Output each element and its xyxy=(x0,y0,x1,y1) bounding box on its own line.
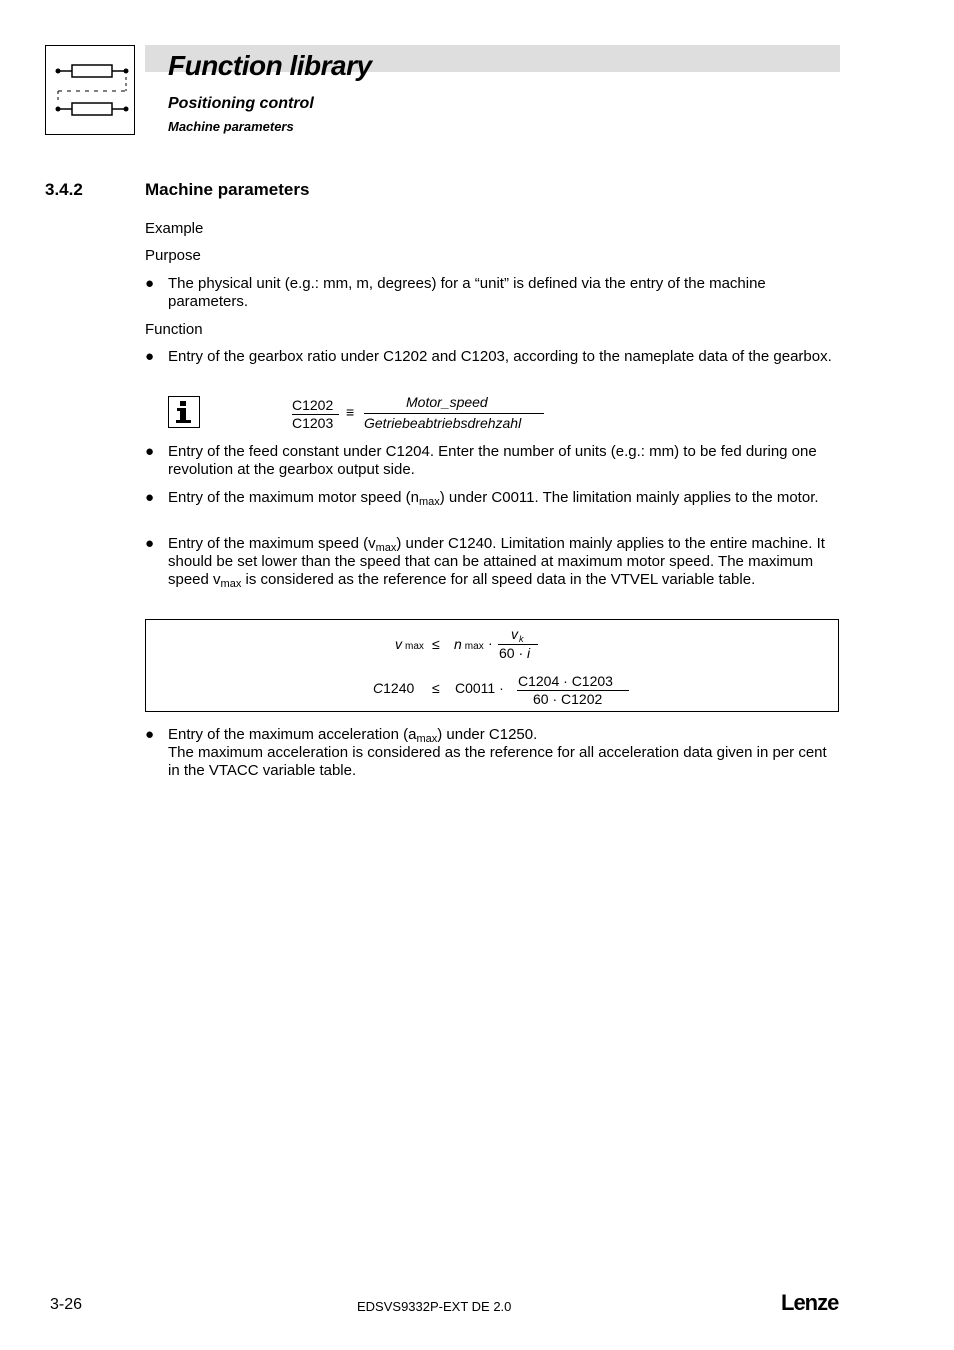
bullet-icon: ● xyxy=(145,535,155,552)
vk-symbol: $v_k$ xyxy=(511,626,524,644)
label-example: Example xyxy=(145,220,204,237)
chapter-subtitle: Positioning control xyxy=(168,95,314,112)
chapter-icon xyxy=(45,45,135,135)
bullet-icon: ● xyxy=(145,489,155,506)
list-item-text: Entry of the gearbox ratio under C1202 and C1203, according to the nameplate data of the gearbox. xyxy=(168,348,832,365)
speed-fraction-denominator: 60 · i xyxy=(499,645,531,661)
c1240-term: C1240 xyxy=(373,680,415,696)
label-purpose: Purpose xyxy=(145,247,201,264)
list-item-text: Entry of the maximum speed $(v_{max})$ under C1240. Limitation mainly applies to the entire machine. It should be set lower than the speed that can be attained at maximum motor speed. The maximum speed $v_{max}$ is considered as the reference for all speed data in the VTVEL variable table. xyxy=(168,535,825,590)
code-fraction-denominator: 60 · C1202 xyxy=(533,691,603,707)
info-icon xyxy=(168,396,200,428)
page-number: 3-26 xyxy=(50,1296,83,1313)
brand-logo: Lenze xyxy=(781,1290,839,1315)
gear-formula-relation: ≡ xyxy=(346,404,355,420)
gear-formula-numerator: C1202 xyxy=(292,397,334,413)
gear-formula-right-fraction-line xyxy=(364,413,544,414)
section-title: Machine parameters xyxy=(145,180,310,199)
c0011-term: C0011 · xyxy=(455,680,504,696)
less-equal-symbol: ≤ xyxy=(432,680,440,696)
gear-formula-right-numerator: Motor_speed xyxy=(406,394,488,410)
nmax-symbol: n max xyxy=(454,636,484,652)
bullet-icon: ● xyxy=(145,275,155,292)
function-block-icon xyxy=(46,46,134,134)
label-function: Function xyxy=(145,321,203,338)
list-item-text: Entry of the maximum acceleration $(a_{max})$ under C1250. The maximum acceleration is considered as the reference for all acceleration data given in per cent in the VTACC variable table. xyxy=(168,726,827,779)
gear-formula-denominator: C1203 xyxy=(292,415,334,431)
bullet-icon: ● xyxy=(145,348,155,365)
list-item-text: Entry of the feed constant under C1204. Enter the number of units (e.g.: mm) to be fed during one revolution at the gearbox output side. xyxy=(168,443,817,478)
vmax-symbol: v max xyxy=(395,636,424,652)
document-id: EDSVS9332P-EXT DE 2.0 xyxy=(357,1299,512,1314)
bullet-icon: ● xyxy=(145,726,155,743)
speed-formula-box xyxy=(145,619,839,712)
less-equal-symbol: ≤ xyxy=(432,636,440,652)
list-item-text: Entry of the maximum motor speed $(n_{max})$ under C0011. The limitation mainly applies to the motor. xyxy=(168,489,819,508)
code-fraction-numerator: C1204 · C1203 xyxy=(518,673,613,689)
list-item-text: The physical unit (e.g.: mm, m, degrees) for a “unit” is defined via the entry of the machine parameters. xyxy=(168,275,766,310)
bullet-icon: ● xyxy=(145,443,155,460)
section-subtitle: Machine parameters xyxy=(168,119,294,134)
gear-formula-right-denominator: Getriebeabtriebsdrehzahl xyxy=(364,415,522,431)
section-number: 3.4.2 xyxy=(45,180,83,199)
multiply-symbol: · xyxy=(488,635,493,651)
page-title: Function library xyxy=(168,50,372,81)
